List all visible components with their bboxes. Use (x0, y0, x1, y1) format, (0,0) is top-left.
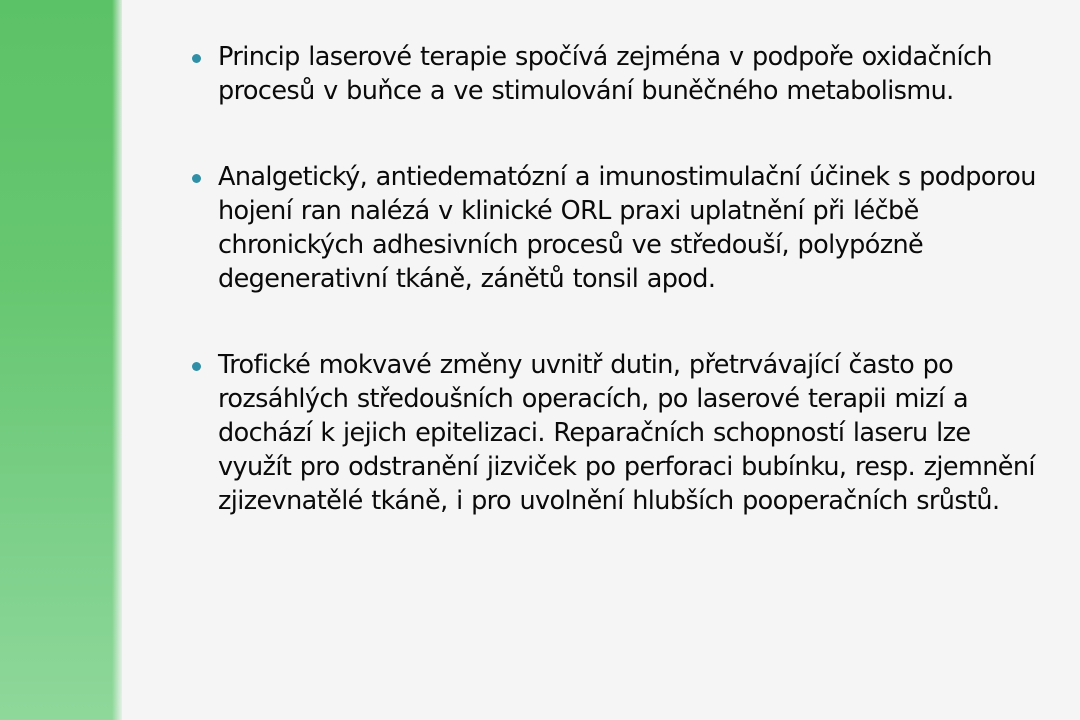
bullet-text-2: Analgetický, antiedematózní a imunostimulační účinek s podporou hojení ran nalézá v klinické ORL praxi uplatnění při léčbě chronických adhesivních procesů ve středouší, polypózně degenerativní tkáně, zánětů tonsil apod. (218, 162, 1036, 294)
bullet-dot-icon (192, 174, 201, 183)
bullet-list (190, 40, 1050, 518)
decorative-side-band (0, 0, 122, 720)
bullet-item-2 (190, 160, 1050, 296)
bullet-text-1: Princip laserové terapie spočívá zejména v podpoře oxidačních procesů v buňce a ve stimulování buněčného metabolismu. (218, 42, 992, 106)
bullet-text-3: Trofické mokvavé změny uvnitř dutin, přetrvávající často po rozsáhlých středoušních operacích, po laserové terapii mizí a dochází k jejich epitelizaci. Reparačních schopností laseru lze využít pro odstranění jizviček po perforaci bubínku, resp. zjemnění zjizevnatělé tkáně, i pro uvolnění hlubších pooperačních srůstů. (218, 350, 1035, 516)
bullet-item-3 (190, 348, 1050, 518)
bullet-dot-icon (192, 54, 201, 63)
bullet-dot-icon (192, 362, 201, 371)
bullet-item-1 (190, 40, 1050, 108)
slide-content (190, 40, 1050, 518)
